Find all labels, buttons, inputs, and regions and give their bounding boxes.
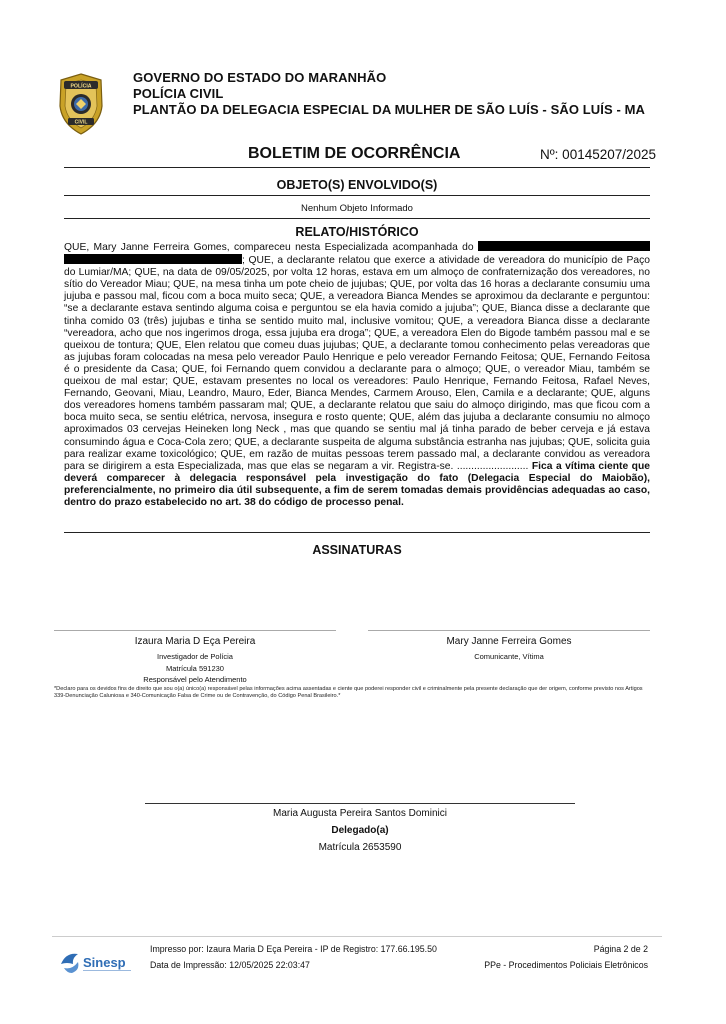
header-unit: PLANTÃO DA DELEGACIA ESPECIAL DA MULHER DE SÃO LUÍS - SÃO LUÍS - MA [133, 102, 646, 117]
signer-left-role: Investigador de Polícia [157, 652, 233, 661]
delegado-signature-line [145, 803, 575, 804]
redaction-bar [64, 254, 242, 264]
footer-print-date: Data de Impressão: 12/05/2025 22:03:47 [150, 960, 310, 970]
delegado-name: Maria Augusta Pereira Santos Dominici [273, 808, 447, 819]
footer-divider [52, 936, 662, 937]
document-number: Nº: 00145207/2025 [540, 147, 657, 162]
institution-header [133, 70, 645, 118]
delegado-block [145, 805, 575, 856]
signature-line-left [54, 630, 336, 631]
divider [64, 167, 650, 168]
badge-top-text: POLÍCIA [70, 83, 92, 90]
divider [64, 195, 650, 196]
signer-left-name: Izaura Maria D Eça Pereira [134, 636, 256, 647]
objetos-title: OBJETO(S) ENVOLVIDO(S) [276, 178, 438, 192]
signature-line-right [368, 630, 650, 631]
divider [64, 532, 650, 533]
footer-printed-by: Impresso por: Izaura Maria D Eça Pereira - IP de Registro: 177.66.195.50 [150, 944, 437, 954]
assinaturas-title: ASSINATURAS [312, 543, 402, 557]
header-state: GOVERNO DO ESTADO DO MARANHÃO [133, 70, 387, 85]
relato-title: RELATO/HISTÓRICO [295, 225, 419, 239]
relato-notice: Fica a vítima ciente que deverá comparecer à delegacia responsável pela investigação do fato (Delegacia Especial do Maiobão), preferencialmente, no primeiro dia útil subsequente, a fim de serem tomadas demais providências adequadas ao caso, dentro do prazo estabelecido no art. 38 do código de processo penal. [64, 460, 650, 508]
objetos-text: Nenhum Objeto Informado [301, 203, 413, 214]
declaration-text: *Declaro para os devidos fins de direito que sou o(a) único(a) responsável pelas informações acima assentadas e ciente que poderei responder civil e criminalmente pela presente declaração que der origem, conforme previsto nos Artigos 339-Denunciação Caluniosa e 340-Comunicação Falsa de Crime ou de Contravenção, do Código Penal Brasileiro.* [54, 686, 643, 699]
badge-bottom-text: CIVIL [74, 119, 88, 126]
signer-left-extra: Responsável pelo Atendimento [143, 675, 247, 684]
relato-intro: QUE, Mary Janne Ferreira Gomes, compareceu nesta Especializada acompanhada do [64, 242, 474, 253]
redaction-bar [478, 241, 650, 251]
relato-text [64, 241, 650, 509]
delegado-matricula: Matrícula 2653590 [318, 842, 402, 853]
footer-page: Página 2 de 2 [593, 944, 648, 954]
signer-right-role: Comunicante, Vítima [474, 652, 544, 661]
signer-right-name: Mary Janne Ferreira Gomes [446, 636, 572, 647]
sinesp-logo-text: Sinesp [83, 955, 126, 970]
divider [64, 218, 650, 219]
policia-civil-badge-icon [56, 72, 106, 136]
signer-left-details [54, 651, 336, 686]
delegado-title: Delegado(a) [331, 825, 389, 836]
signer-left-matricula: Matrícula 591230 [166, 663, 224, 673]
footer-system: PPe - Procedimentos Policiais Eletrônicos [484, 960, 648, 970]
relato-body: ; QUE, a declarante relatou que exerce a atividade de vereadora do município de Paço do Lumiar/MA; QUE, na data de 09/05/2025, por volta 12 horas, estava em um almoço de confraternização dos vereadores, no sítio do Vereador Miau; QUE, na mesa tinha um pote cheio de jujubas; QUE, por volta das 16 horas a declarante consumiu uma jujuba e passou mal, ficou com a boca muito seca; QUE, a vereadora Bianca Mendes se aproximou da declarante e perguntou: “se a declarante estava sentindo alguma coisa e perguntou se ela havia comido a jujuba”; QUE, Bianca disse a declarante que tinha comido 03 (três) jujubas e tinha se sentido muito mal, inclusive vomitou; QUE, a vereadora Bianca disse a declarante “vereadora, acho que nos ingerimos droga, essa jujuba era droga”; QUE, a vereadora Elen do Bigode também passou mal e se queixou de tontura; QUE, Elen relatou que comeu duas jujubas; QUE, a declarante tomou conhecimento pelas vereadoras que as jujubas foram colocadas na mesa pelo vereador Paulo Henrique e pelo vereador Fernando Feitosa; QUE, Fernando Feitosa é o presidente da Casa; QUE, foi Fernando quem convidou a declarante para o almoço; QUE, o vereador Miau, também se queixou de mal estar; QUE, estavam presentes no local os vereadores: Paulo Henrique, Fernando Feitosa, Rafael Neves, Fernando, Geovani, Miau, Leandro, Mauro, Eder, Bianca Mendes, Carmem Arouso, Elen, Camila e a declarante; QUE, alguns dos vereadores homens também passaram mal; QUE, a declarante relatou que saiu do almoço dirigindo, mas que ficou com a boca muito seca, se sentiu elétrica, nervosa, insegura e rosto quente; QUE, além das jujuba a declarante consumiu no almoço aproximados 03 cervejas Heineken long Neck , mas que quando se sentiu mal já tinha parado de beber cerveja e já estava consumindo água e Coca-Cola zero; QUE, a declarante suspeita de alguma substância estranha nas jujubas; QUE, solicita guia para realizar exame toxicológico; QUE, em razão de muitas pessoas terem passado mal, a declarante convidou as vereadora para se dirigirem a esta Especializada, mas que elas se negaram a vir. Registra-se. ......................... [64, 255, 650, 472]
sinesp-logo-icon [58, 946, 138, 976]
header-police: POLÍCIA CIVIL [133, 86, 224, 101]
document-title: BOLETIM DE OCORRÊNCIA [248, 145, 461, 162]
